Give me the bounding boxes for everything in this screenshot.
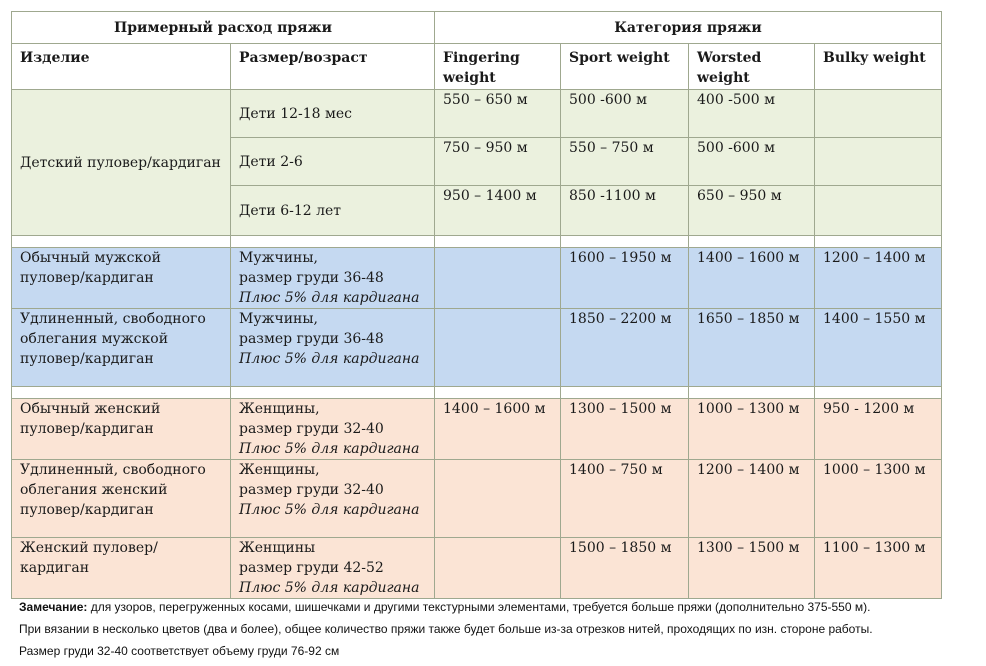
cell-item: Обычный мужской пуловер/кардиган bbox=[12, 248, 231, 309]
table-row bbox=[12, 309, 942, 387]
cell-worsted: 1650 – 1850 м bbox=[689, 309, 815, 387]
cell-size: Дети 6-12 лет bbox=[231, 186, 435, 236]
cell-fingering: 950 – 1400 м bbox=[435, 186, 561, 236]
cardigan-note: Плюс 5% для кардигана bbox=[239, 441, 420, 457]
cell-bulky: 950 - 1200 м bbox=[815, 399, 942, 460]
note-line: Размер груди 32-40 соответствует объему груди 76-92 см bbox=[19, 644, 340, 658]
cell-sport: 1300 – 1500 м bbox=[561, 399, 689, 460]
cell-worsted: 1300 – 1500 м bbox=[689, 538, 815, 599]
note-text: для узоров, перегруженных косами, шишечками и другими текстурными элементами, требуется больше пряжи (дополнительно 375-550 м). bbox=[87, 600, 871, 614]
note-line: При вязании в несколько цветов (два и более), общее количество пряжи также будет больше из-за отрезков нитей, проходящих по изн. стороне работы. bbox=[19, 622, 873, 636]
col-header-item: Изделие bbox=[12, 44, 231, 90]
cardigan-note: Плюс 5% для кардигана bbox=[239, 580, 420, 596]
size-line: Женщины, bbox=[239, 401, 320, 417]
cell-fingering bbox=[435, 248, 561, 309]
cardigan-note: Плюс 5% для кардигана bbox=[239, 351, 420, 367]
size-line: размер груди 32-40 bbox=[239, 482, 384, 498]
cell-sport: 850 -1100 м bbox=[561, 186, 689, 236]
col-header-sport: Sport weight bbox=[561, 44, 689, 90]
cell-item: Обычный женский пуловер/кардиган bbox=[12, 399, 231, 460]
note-line bbox=[19, 596, 873, 618]
size-line: размер груди 36-48 bbox=[239, 331, 384, 347]
cell-fingering bbox=[435, 538, 561, 599]
table-row bbox=[12, 460, 942, 538]
table-row bbox=[12, 90, 942, 138]
column-header-row bbox=[12, 44, 942, 90]
cell-fingering: 550 – 650 м bbox=[435, 90, 561, 138]
cell-bulky: 1100 – 1300 м bbox=[815, 538, 942, 599]
cell-sport: 1600 – 1950 м bbox=[561, 248, 689, 309]
notes-block bbox=[19, 596, 873, 662]
cell-bulky bbox=[815, 138, 942, 186]
col-header-fingering: Fingering weight bbox=[435, 44, 561, 90]
cardigan-note: Плюс 5% для кардигана bbox=[239, 290, 420, 306]
size-line: размер груди 42-52 bbox=[239, 560, 384, 576]
cell-bulky: 1000 – 1300 м bbox=[815, 460, 942, 538]
cell-bulky: 1400 – 1550 м bbox=[815, 309, 942, 387]
group-header-yarn-category: Категория пряжи bbox=[435, 12, 942, 44]
col-header-worsted: Worsted weight bbox=[689, 44, 815, 90]
table-row bbox=[12, 399, 942, 460]
cardigan-note: Плюс 5% для кардигана bbox=[239, 502, 420, 518]
size-line: Мужчины, bbox=[239, 311, 318, 327]
cell-fingering: 750 – 950 м bbox=[435, 138, 561, 186]
cell-size: Дети 2-6 bbox=[231, 138, 435, 186]
cell-size bbox=[231, 399, 435, 460]
yarn-consumption-table bbox=[11, 11, 942, 599]
cell-item: Женский пуловер/кардиган bbox=[12, 538, 231, 599]
cell-worsted: 500 -600 м bbox=[689, 138, 815, 186]
cell-size bbox=[231, 309, 435, 387]
size-line: размер груди 36-48 bbox=[239, 270, 384, 286]
cell-worsted: 1400 – 1600 м bbox=[689, 248, 815, 309]
cell-worsted: 650 – 950 м bbox=[689, 186, 815, 236]
cell-fingering bbox=[435, 460, 561, 538]
col-header-bulky: Bulky weight bbox=[815, 44, 942, 90]
cell-worsted: 1000 – 1300 м bbox=[689, 399, 815, 460]
cell-item: Удлиненный, свободного облегания мужской пуловер/кардиган bbox=[12, 309, 231, 387]
cell-fingering: 1400 – 1600 м bbox=[435, 399, 561, 460]
cell-sport: 1500 – 1850 м bbox=[561, 538, 689, 599]
cell-size bbox=[231, 538, 435, 599]
spacer-row bbox=[12, 387, 942, 399]
cell-worsted: 1200 – 1400 м bbox=[689, 460, 815, 538]
cell-bulky: 1200 – 1400 м bbox=[815, 248, 942, 309]
size-line: Женщины, bbox=[239, 462, 320, 478]
cell-item: Удлиненный, свободного облегания женский пуловер/кардиган bbox=[12, 460, 231, 538]
cell-bulky bbox=[815, 186, 942, 236]
note-label: Замечание: bbox=[19, 600, 88, 614]
spacer-row bbox=[12, 236, 942, 248]
cell-size bbox=[231, 248, 435, 309]
group-header-consumption: Примерный расход пряжи bbox=[12, 12, 435, 44]
size-line: Женщины bbox=[239, 540, 316, 556]
size-line: Мужчины, bbox=[239, 250, 318, 266]
size-line: размер груди 32-40 bbox=[239, 421, 384, 437]
table-row bbox=[12, 248, 942, 309]
cell-worsted: 400 -500 м bbox=[689, 90, 815, 138]
col-header-size: Размер/возраст bbox=[231, 44, 435, 90]
cell-item: Детский пуловер/кардиган bbox=[12, 90, 231, 236]
table-row bbox=[12, 538, 942, 599]
cell-bulky bbox=[815, 90, 942, 138]
cell-size bbox=[231, 460, 435, 538]
group-header-row bbox=[12, 12, 942, 44]
cell-size: Дети 12-18 мес bbox=[231, 90, 435, 138]
yarn-table-container bbox=[11, 11, 942, 599]
cell-fingering bbox=[435, 309, 561, 387]
cell-sport: 550 – 750 м bbox=[561, 138, 689, 186]
cell-sport: 1850 – 2200 м bbox=[561, 309, 689, 387]
cell-sport: 1400 – 750 м bbox=[561, 460, 689, 538]
cell-sport: 500 -600 м bbox=[561, 90, 689, 138]
